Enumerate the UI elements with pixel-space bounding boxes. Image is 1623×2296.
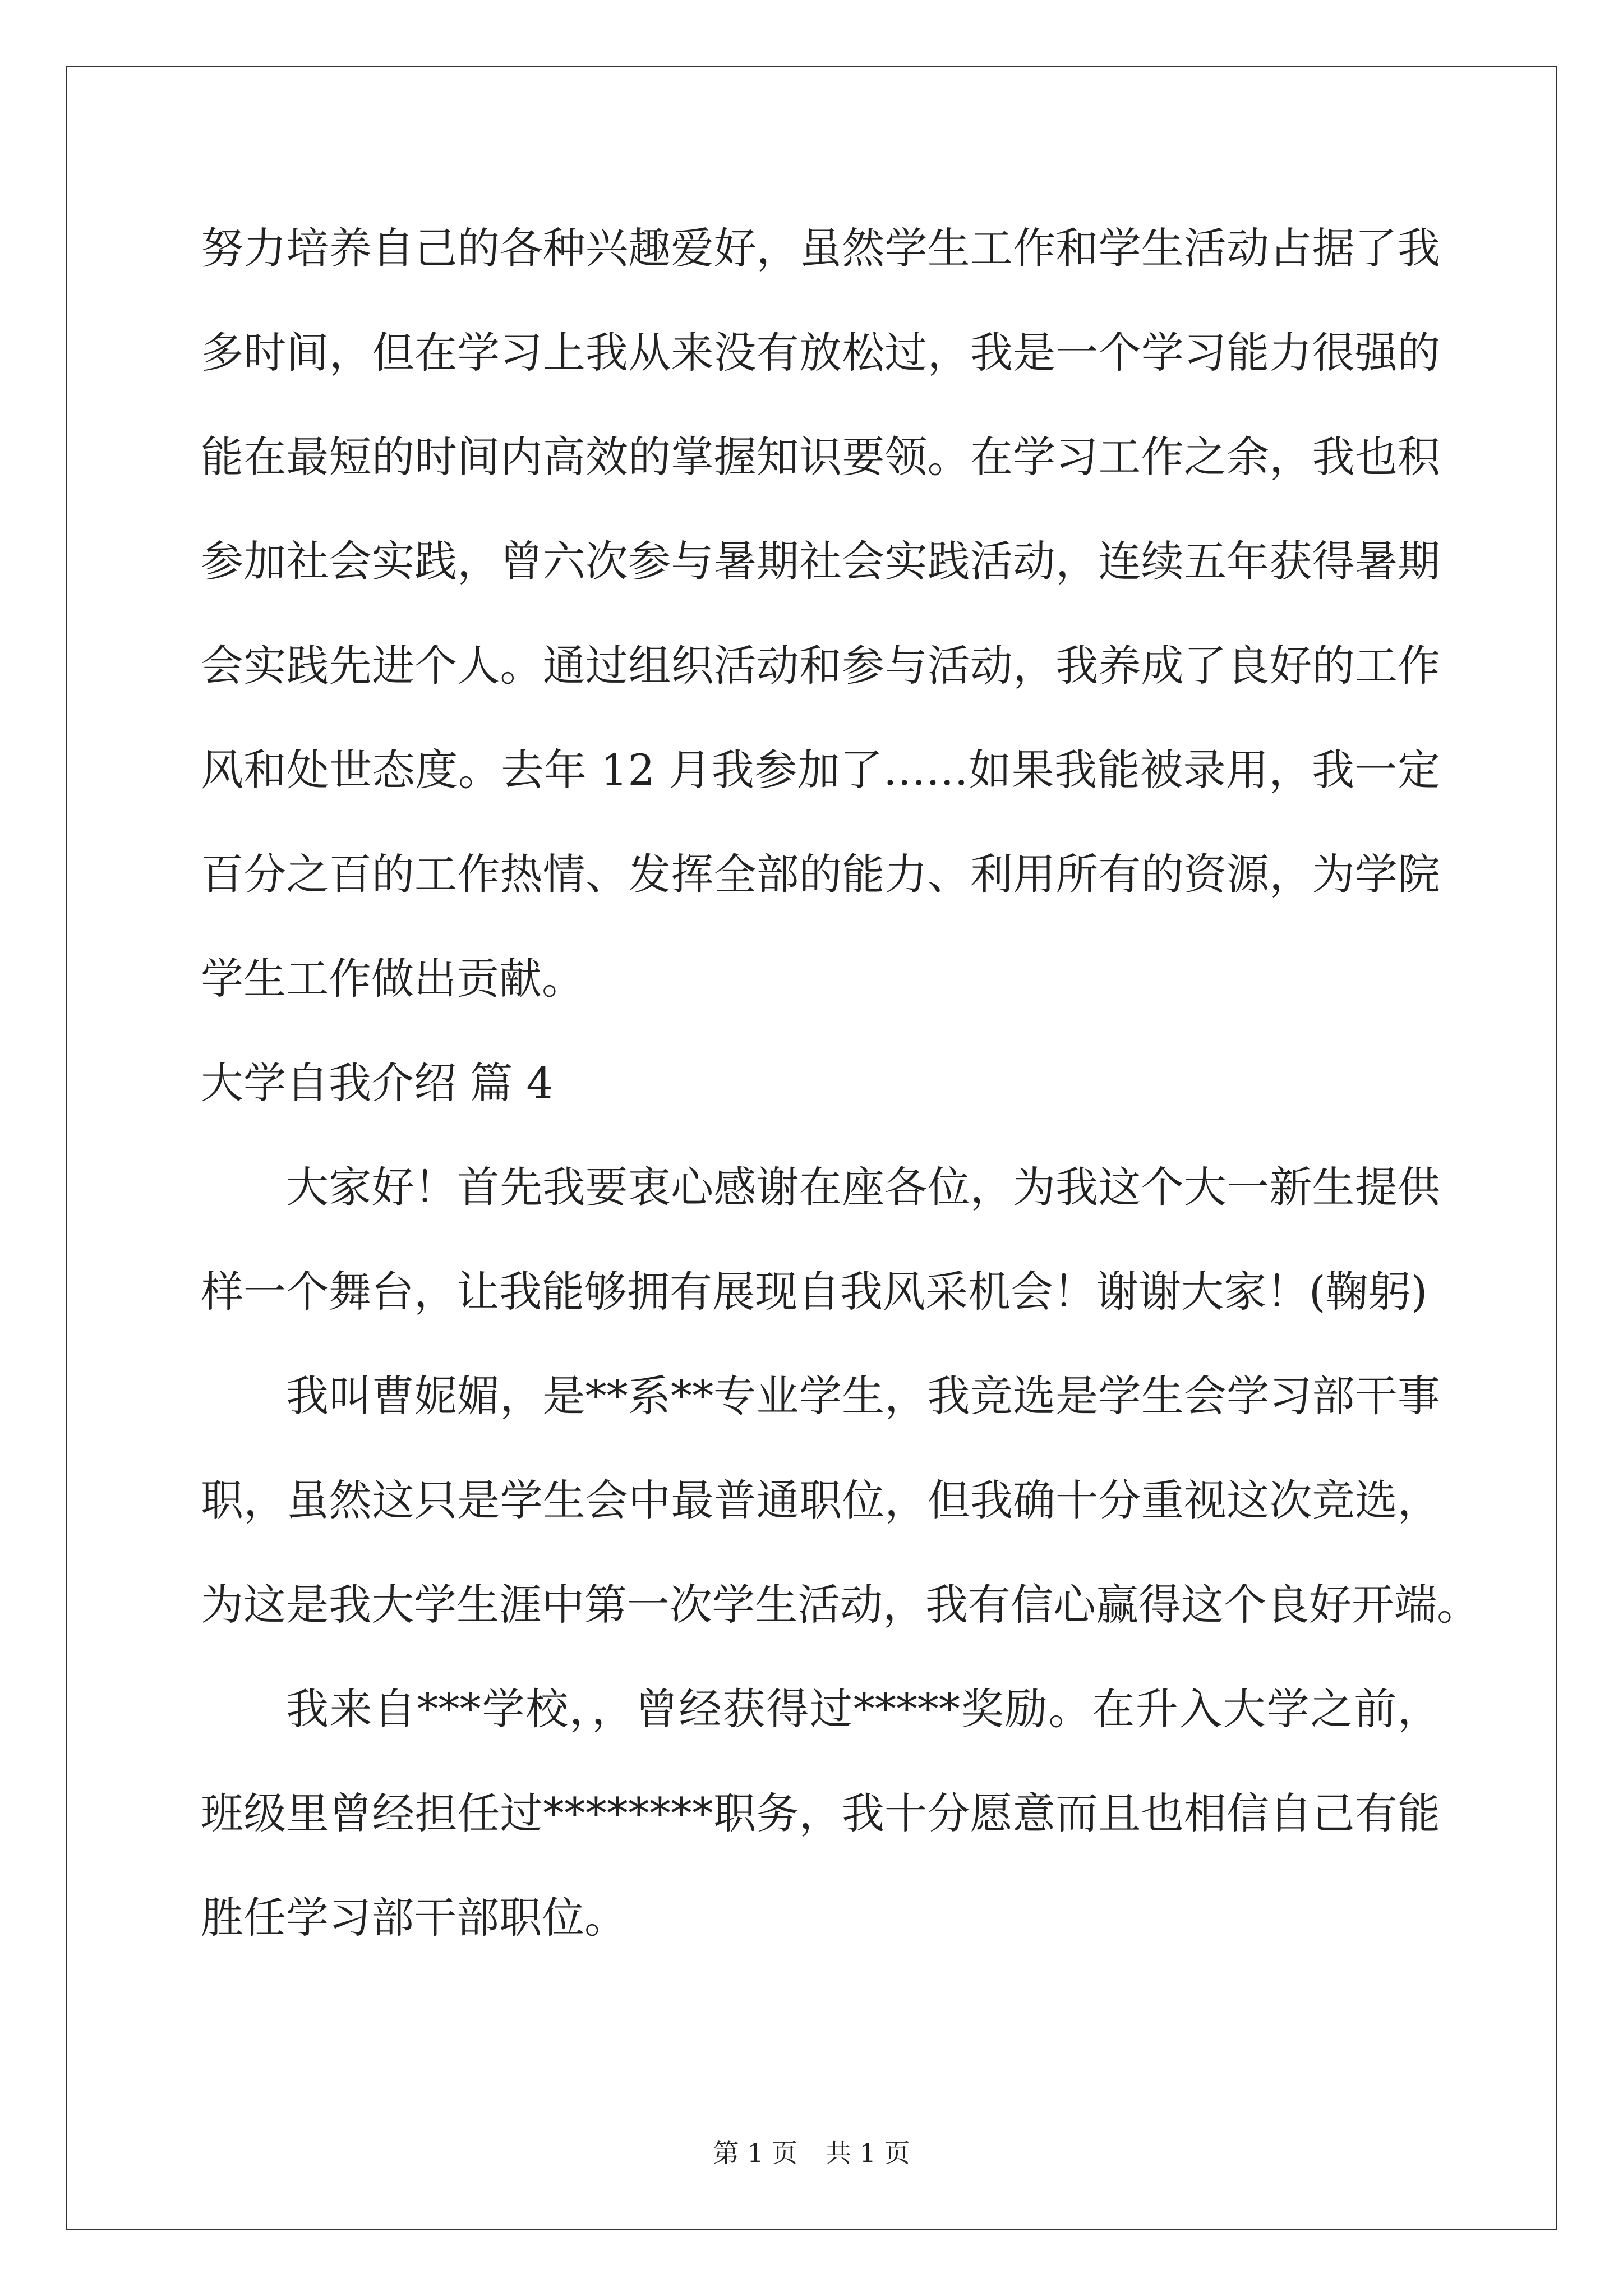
text-line: 学生工作做出贡献。: [201, 954, 584, 1004]
page-footer: [0, 2136, 1623, 2170]
text-line: 我叫曹妮媚，是**系**专业学生，我竞选是学生会学习部干事: [286, 1371, 1440, 1421]
text-line: 多时间，但在学习上我从来没有放松过，我是一个学习能力很强的: [201, 328, 1440, 378]
text-line: 能在最短的时间内高效的掌握知识要领。在学习工作之余，我也积: [201, 432, 1440, 482]
text-line: 会实践先进个人。通过组织活动和参与活动，我养成了良好的工作: [201, 641, 1440, 691]
text-line: 风和处世态度。去年 12 月我参加了……如果我能被录用，我一定: [201, 745, 1440, 795]
text-line: 参加社会实践，曾六次参与暑期社会实践活动，连续五年获得暑期: [201, 536, 1440, 586]
text-line: 班级里曾经担任过********职务，我十分愿意而且也相信自己有能: [201, 1788, 1440, 1838]
text-line: 职，虽然这只是学生会中最普通职位，但我确十分重视这次竞选，: [201, 1475, 1440, 1525]
text-line: 百分之百的工作热情、发挥全部的能力、利用所有的资源，为学院: [201, 849, 1440, 899]
text-line: 胜任学习部干部职位。: [201, 1893, 627, 1943]
document-body: [201, 196, 1479, 1970]
text-line: 样一个舞台，让我能够拥有展现自我风采机会！谢谢大家！(鞠躬): [201, 1267, 1428, 1317]
text-line: 大家好！首先我要衷心感谢在座各位，为我这个大一新生提供: [286, 1162, 1440, 1212]
page-number: 第 1 页: [713, 2138, 797, 2168]
text-line: 努力培养自己的各种兴趣爱好，虽然学生工作和学生活动占据了我: [201, 223, 1440, 273]
section-heading: 大学自我介绍 篇 4: [201, 1058, 554, 1108]
page-total: 共 1 页: [826, 2138, 910, 2168]
text-line: 为这是我大学生涯中第一次学生活动，我有信心赢得这个良好开端。: [201, 1580, 1479, 1630]
text-line: 我来自***学校，，曾经获得过*****奖励。在升入大学之前，: [286, 1684, 1440, 1734]
